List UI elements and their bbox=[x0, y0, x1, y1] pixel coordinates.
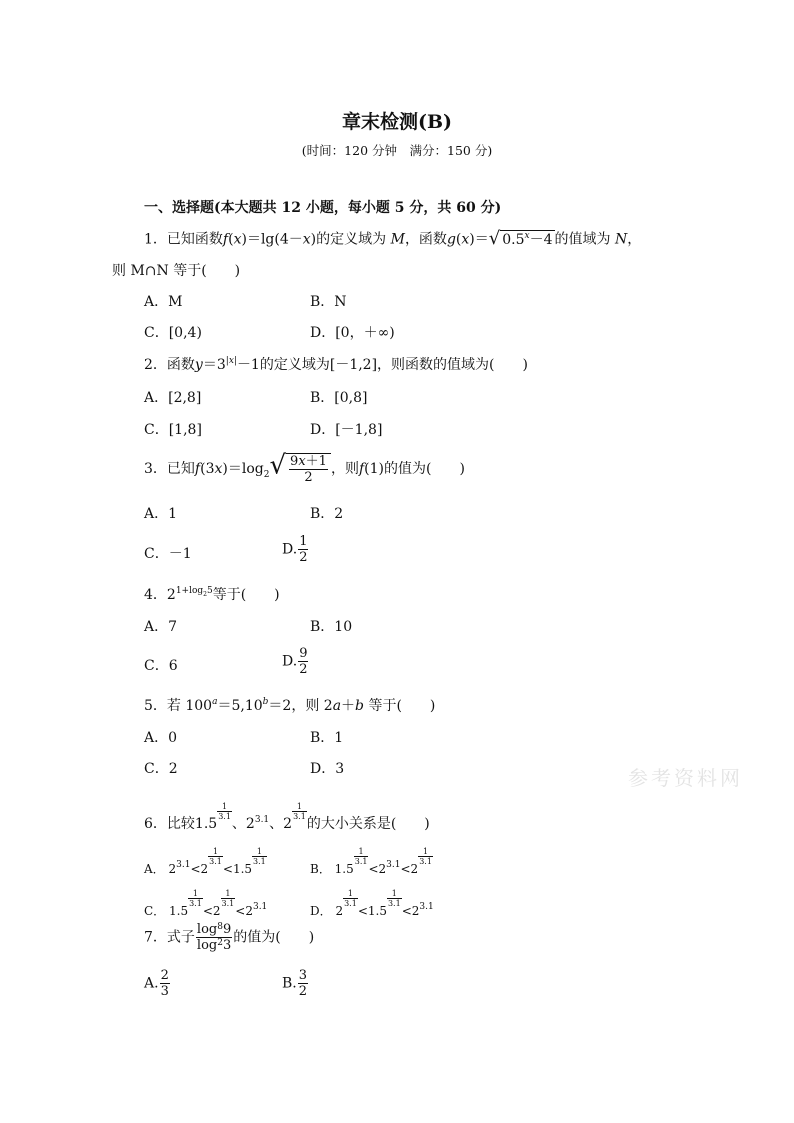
q1-option-b: B．N bbox=[310, 294, 347, 310]
question-1-line-2: 则 M∩N 等于( ) bbox=[112, 263, 241, 279]
q3-option-c: C．－1 bbox=[144, 546, 192, 562]
q7-option-a: A. $\frac{2}{3}$ bbox=[144, 968, 169, 999]
q3-option-b: B．2 bbox=[310, 506, 344, 522]
q5-option-c: C．2 bbox=[144, 761, 178, 777]
q2-option-d: D．[－1,8] bbox=[310, 422, 383, 438]
watermark: 参考资料网 bbox=[628, 766, 743, 790]
page-title: 章末检测(B) bbox=[341, 111, 453, 133]
q6-option-a: A． $2^{3.1}<2$ $\frac{1}{3.1}$ <1.5 $\frac{1}{3.1}$ bbox=[144, 847, 266, 876]
question-2: 2．函数$y=3^{|x|}-1$的定义域为[－1,2]，则函数的值域为( ) bbox=[144, 356, 528, 373]
q6-option-d: D． 2 $\frac{1}{3.1}$ <1.5 $\frac{1}{3.1}$ $<2^{3.1}$ bbox=[310, 889, 434, 918]
question-7: 7．式子 $\frac{\log^89}{\log^23}$ 的值为( ) bbox=[144, 922, 315, 953]
question-5: 5．若 $100^a=5,10^b=2$，则 2a＋b 等于( ) bbox=[144, 697, 436, 714]
q4-option-b: B．10 bbox=[310, 619, 353, 635]
q5-option-d: D．3 bbox=[310, 761, 345, 777]
q7-option-b: B. $\frac{3}{2}$ bbox=[282, 968, 308, 999]
q3-option-d: D. $\frac{1}{2}$ bbox=[282, 534, 308, 565]
question-4: 4．$2^{1+log_25}$等于( ) bbox=[144, 586, 280, 603]
q2-option-c: C．[1,8] bbox=[144, 422, 202, 438]
q3-option-a: A．1 bbox=[144, 506, 178, 522]
section-heading: 一、选择题(本大题共 12 小题，每小题 5 分，共 60 分) bbox=[144, 200, 502, 216]
q4-option-d: D. $\frac{9}{2}$ bbox=[282, 646, 308, 677]
q6-option-b: B． 1.5 $\frac{1}{3.1}$ $<2^{3.1}<2$ $\frac{1}{3.1}$ bbox=[310, 847, 432, 876]
q5-option-b: B．1 bbox=[310, 730, 344, 746]
q5-option-a: A．0 bbox=[144, 730, 178, 746]
q2-option-a: A．[2,8] bbox=[144, 390, 202, 406]
question-6: 6．比较1.5 $\frac{1}{3.1}$ 、$2^{3.1}$、2 $\frac{1}{3.1}$ 的大小关系是( ) bbox=[144, 802, 430, 832]
q4-option-a: A．7 bbox=[144, 619, 178, 635]
page-subtitle: (时间：120 分钟 满分：150 分) bbox=[301, 143, 493, 158]
question-3: 3．已知$f(3x)=\log_2√$ $\frac{9x+1}{2}$ ，则f(1)的值为( ) bbox=[144, 450, 465, 485]
q4-option-c: C．6 bbox=[144, 658, 178, 674]
q1-option-a: A．M bbox=[144, 294, 183, 310]
q1-option-c: C．[0,4) bbox=[144, 325, 202, 341]
q2-option-b: B．[0,8] bbox=[310, 390, 368, 406]
q1-option-d: D．[0，＋∞) bbox=[310, 325, 395, 341]
question-1: 1．已知函数f(x)＝lg(4－x)的定义域为 M，函数g(x)＝√ $0.5^x-4$ 的值域为 N， bbox=[144, 228, 642, 249]
q6-option-c: C． 1.5 $\frac{1}{3.1}$ <2 $\frac{1}{3.1}$ $<2^{3.1}$ bbox=[144, 889, 268, 918]
